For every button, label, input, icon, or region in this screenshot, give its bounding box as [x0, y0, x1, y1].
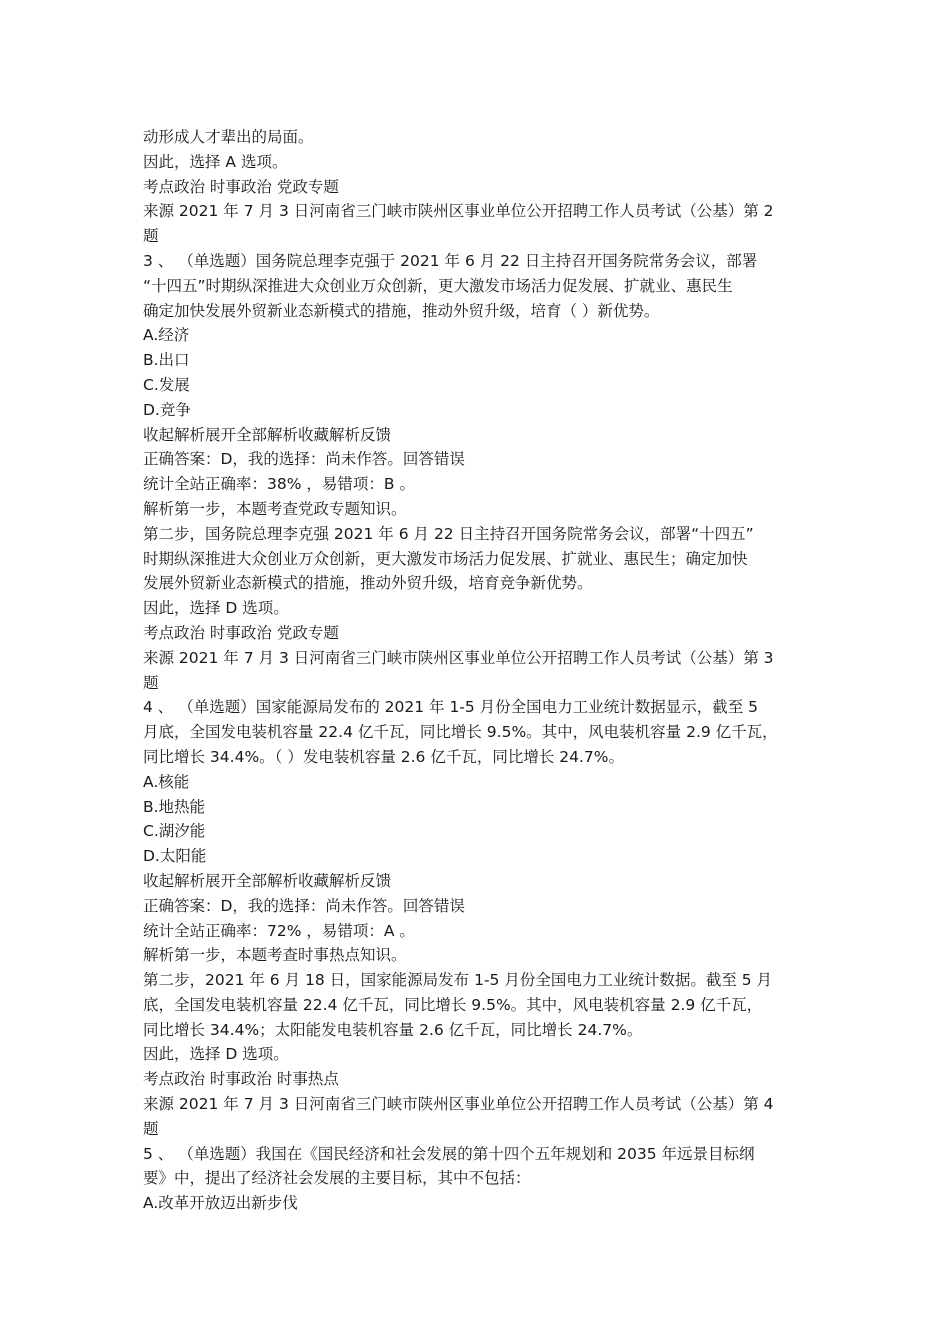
- intro-source: 来源 2021 年 7 月 3 日河南省三门峡市陕州区事业单位公开招聘工作人员考试（公基）第 2: [143, 202, 774, 221]
- question-stem: “十四五”时期纵深推进大众创业万众创新，更大激发市场活力促发展、扩就业、惠民生: [143, 276, 733, 295]
- intro-topic: 考点政治 时事政治 党政专题: [143, 177, 339, 196]
- intro-source-cont: 题: [143, 227, 159, 246]
- option-d: D.竞争: [143, 400, 191, 419]
- accuracy-stats: 统计全站正确率：72% ，易错项：A 。: [143, 921, 415, 940]
- analysis-actions: 收起解析展开全部解析收藏解析反馈: [143, 425, 392, 444]
- intro-conclusion: 因此，选择 A 选项。: [143, 152, 288, 171]
- analysis-step-2: 底，全国发电装机容量 22.4 亿千瓦，同比增长 9.5%。其中，风电装机容量 2.9 亿千瓦，: [143, 995, 763, 1014]
- analysis-actions: 收起解析展开全部解析收藏解析反馈: [143, 871, 392, 890]
- option-a: A.核能: [143, 772, 190, 791]
- topic: 考点政治 时事政治 时事热点: [143, 1070, 339, 1089]
- analysis-step-2: 第二步，国务院总理李克强 2021 年 6 月 22 日主持召开国务院常务会议，部署“十四五”: [143, 524, 754, 543]
- option-b: B.地热能: [143, 797, 206, 816]
- question-5: [143, 1142, 811, 1216]
- conclusion: 因此，选择 D 选项。: [143, 1045, 289, 1064]
- intro-text: 动形成人才辈出的局面。: [143, 128, 314, 146]
- correct-answer: 正确答案：D，我的选择：尚未作答。回答错误: [143, 896, 465, 915]
- analysis-step-1: 解析第一步，本题考查党政专题知识。: [143, 499, 407, 518]
- question-stem: 同比增长 34.4%。（ ）发电装机容量 2.6 亿千瓦，同比增长 24.7%。: [143, 747, 625, 766]
- question-stem: 4 、 （单选题）国家能源局发布的 2021 年 1-5 月份全国电力工业统计数据显示，截至 5: [143, 698, 758, 717]
- document-page: [143, 125, 811, 1216]
- source-cont: 题: [143, 1119, 159, 1138]
- topic: 考点政治 时事政治 党政专题: [143, 623, 339, 642]
- option-a: A.改革开放迈出新步伐: [143, 1194, 298, 1213]
- conclusion: 因此，选择 D 选项。: [143, 599, 289, 618]
- source: 来源 2021 年 7 月 3 日河南省三门峡市陕州区事业单位公开招聘工作人员考试（公基）第 3: [143, 648, 774, 667]
- question-stem: 要》中，提出了经济社会发展的主要目标，其中不包括：: [143, 1169, 531, 1188]
- analysis-step-1: 解析第一步，本题考查时事热点知识。: [143, 946, 407, 965]
- question-stem: 5 、 （单选题）我国在《国民经济和社会发展的第十四个五年规划和 2035 年远景目标纲: [143, 1144, 755, 1163]
- analysis-step-2: 发展外贸新业态新模式的措施，推动外贸升级，培育竞争新优势。: [143, 574, 593, 593]
- question-3: [143, 249, 811, 695]
- source: 来源 2021 年 7 月 3 日河南省三门峡市陕州区事业单位公开招聘工作人员考试（公基）第 4: [143, 1095, 774, 1114]
- question-4: [143, 695, 811, 1141]
- option-c: C.发展: [143, 375, 190, 394]
- option-a: A.经济: [143, 326, 190, 345]
- analysis-step-2: 时期纵深推进大众创业万众创新，更大激发市场活力促发展、扩就业、惠民生；确定加快: [143, 549, 748, 568]
- option-c: C.湖汐能: [143, 822, 206, 841]
- source-cont: 题: [143, 673, 159, 692]
- question-stem: 月底，全国发电装机容量 22.4 亿千瓦，同比增长 9.5%。其中，风电装机容量 2.9 亿千瓦，: [143, 723, 778, 742]
- analysis-step-2: 第二步，2021 年 6 月 18 日，国家能源局发布 1-5 月份全国电力工业统计数据。截至 5 月: [143, 971, 773, 990]
- option-d: D.太阳能: [143, 847, 207, 866]
- option-b: B.出口: [143, 351, 190, 370]
- correct-answer: 正确答案：D，我的选择：尚未作答。回答错误: [143, 450, 465, 469]
- question-stem: 3 、 （单选题）国务院总理李克强于 2021 年 6 月 22 日主持召开国务院常务会议，部署: [143, 251, 758, 270]
- analysis-step-2: 同比增长 34.4%；太阳能发电装机容量 2.6 亿千瓦，同比增长 24.7%。: [143, 1020, 643, 1039]
- question-stem: 确定加快发展外贸新业态新模式的措施，推动外贸升级，培育（ ）新优势。: [143, 301, 660, 320]
- accuracy-stats: 统计全站正确率：38% ，易错项：B 。: [143, 475, 415, 494]
